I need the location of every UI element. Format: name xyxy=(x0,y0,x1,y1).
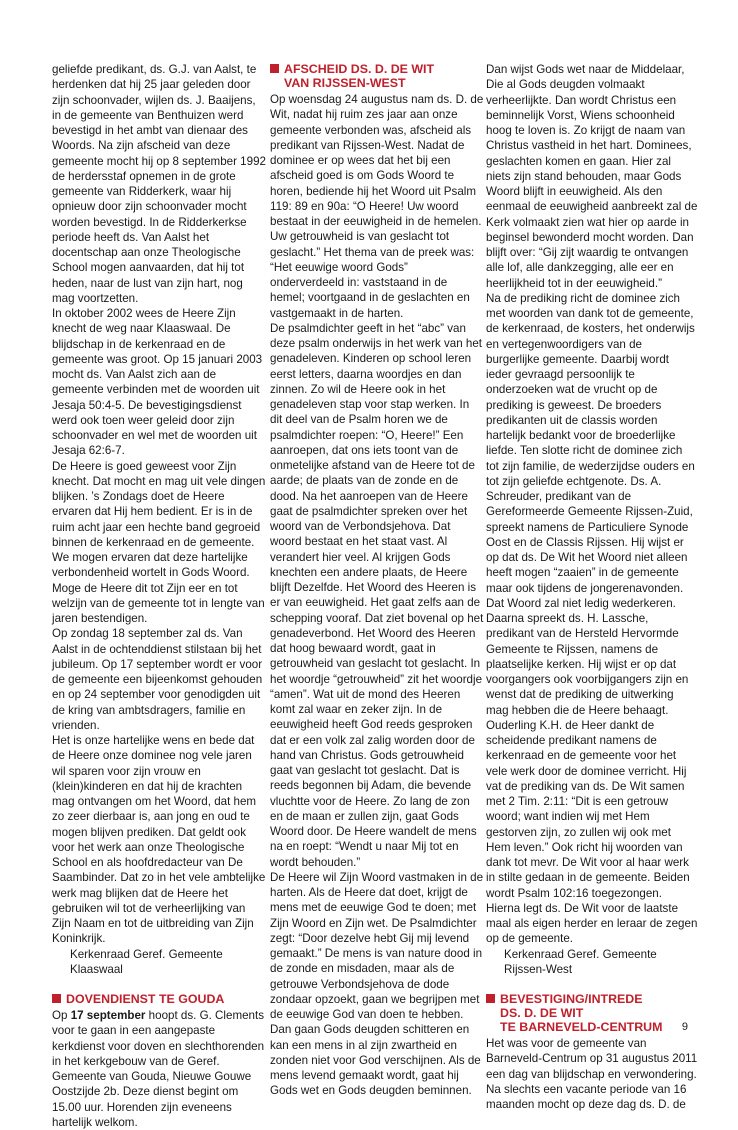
paragraph: Het was voor de gemeente van Barneveld-Centrum op 31 augustus 2011 een dag van blijdschap en verwondering. Na slechts een vacante periode van 16 maanden mocht op deze dag ds. D. de xyxy=(486,1037,698,1111)
paragraph: Dan wijst Gods wet naar de Middelaar, Die al Gods deugden volmaakt verheerlijkte. Dan wordt Christus een beminnelijk Vorst, Wiens schoonheid hoog te loven is. Zo krijgt de naam van Christus vastheid in het hart. Dominees, geslachten komen en gaan. Hier zal niets zijn stand behouden, maar Gods Woord blijft in eeuwigheid. Als den eenmaal de eeuwigheid aanbreekt zal de Kerk volmaakt zien wat hier op aarde in beginsel bewonderd mocht worden. Dan blijft over: “Gij zijt waardig te ontvangen alle lof, alle dankzegging, alle eer en heerlijkheid tot in der eeuwigheid.” xyxy=(486,63,698,290)
paragraph: Op 17 september hoopt ds. G. Clements voor te gaan in een aangepaste kerkdienst voor doven en slechthorenden in het kerkgebouw van de Geref. Gemeente van Gouda, Nieuwe Gouwe Oostzijde 2b. Deze dienst begint om 15.00 uur. Horenden zijn eveneens hartelijk welkom. xyxy=(52,1009,265,1129)
signature-line: Kerkenraad Geref. Gemeente xyxy=(504,947,657,961)
column-3 xyxy=(486,62,698,1112)
paragraph: De psalmdichter geeft in het “abc” van deze psalm onderwijs in het werk van het genadeleven. Kinderen op school leren eerst letters, daarna woordjes en dan zinnen. Zo wil de Heere ook in het genadeleven stap voor stap werken. In dit deel van de Psalm horen we de psalmdichter roepen: “O, Heere!” Een aanroepen, dat ons iets toont van de onmetelijke afstand van de Heere tot de aarde; de plaats van de zonde en de dood. Na het aanroepen van de Heere gaat de psalmdichter spreken over het woord van de Verbondsjehova. Dat woord bestaat en het staat vast. Al verandert hier veel. Al krijgen Gods knechten een andere plaats, de Heere blijft Dezelfde. Het Woord des Heeren is er van eeuwigheid. Het gaat zelfs aan de schepping vooraf. Dat ziet bovenal op het genadeverbond. Het Woord des Heeren dat hoog bewaard wordt, gaat in getrouwheid van geslacht tot geslacht. In het woordje “getrouwheid” zit het woordje “amen”. Wat uit de mond des Heeren komt zal waar en zeker zijn. In de eeuwigheid heeft God reeds gesproken dat er een volk zal zalig worden door de hand van Christus. Gods getrouwheid gaat van geslacht tot geslacht. Dat is reeds begonnen bij Adam, die bevende vluchtte voor de Heere. Zo lang de zon en de maan er zullen zijn, gaat Gods Woord door. De Heere wandelt de mens na en roept: “Wendt u naar Mij tot en wordt behouden.” xyxy=(270,321,484,869)
paragraph: De Heere is goed geweest voor Zijn knecht. Dat mocht en mag uit vele dingen blijken. ’s Zondags doet de Heere ervaren dat Hij hem bedient. Er is in de ruim acht jaar een hechte band gegroeid binnen de kerkenraad en de gemeente. We mogen ervaren dat deze hartelijke verbondenheid wortelt in Gods Woord. Moge de Heere dit tot Zijn eer en tot welzijn van de gemeente tot in lengte van jaren bestendigen. xyxy=(52,459,266,625)
signature-line: Klaaswaal xyxy=(70,962,123,976)
signature-line: Rijssen-West xyxy=(504,962,573,976)
section-heading-bevestiging: BEVESTIGING/INTREDE DS. D. DE WIT TE BARNEVELD-CENTRUM xyxy=(486,992,698,1034)
column-2 xyxy=(270,62,484,1099)
paragraph: Na de prediking richt de dominee zich met woorden van dank tot de gemeente, de kerkenraad, de kosters, het onderwijs en vertegenwoordigers van de burgerlijke gemeente. Daarbij wordt ieder gevraagd persoonlijk te onderzoeken wat de vrucht op de prediking is geweest. De broeders predikanten uit de classis worden hartelijk bedankt voor de broederlijke liefde. Ten slotte richt de dominee zich tot zijn familie, de wederzijdse ouders en tot zijn geliefde echtgenote. Ds. A. Schreuder, predikant van de Gereformeerde Gemeente Rijssen-Zuid, spreekt namens de Particuliere Synode Oost en de Classis Rijssen. Hij wijst er op dat ds. De Wit het Woord niet alleen heeft mogen “zaaien” in de gemeente maar ook tijdens de jongerenavonden. Dat Woord zal niet ledig wederkeren. xyxy=(486,291,695,610)
paragraph: Op woensdag 24 augustus nam ds. D. de Wit, nadat hij ruim zes jaar aan onze gemeente verbonden was, afscheid als predikant van Rijssen-West. Nadat de dominee er op wees dat het bij een afscheid goed is om Gods Woord te horen, bediende hij het Woord uit Psalm 119: 89 en 90a: “O Heere! Uw woord bestaat in der eeuwigheid in de hemelen. Uw getrouwheid is van geslacht tot geslacht.” Het thema van de preek was: “Het eeuwige woord Gods” onderverdeeld in: vaststaand in de hemel; voortgaand in de geslachten en vastgemaakt in de harten. xyxy=(270,93,484,320)
square-bullet-icon xyxy=(486,994,495,1003)
paragraph: geliefde predikant, ds. G.J. van Aalst, te herdenken dat hij 25 jaar geleden door zijn schoonvader, wijlen ds. J. Baaijens, in de gemeente van Benthuizen werd bevestigd in het ambt van dienaar des Woords. Na zijn afscheid van deze gemeente mocht hij op 8 september 1992 de herdersstaf opnemen in de grote gemeente van Ridderkerk, waar hij opnieuw door zijn schoonvader mocht worden bevestigd. In de Ridderkerkse periode heeft ds. Van Aalst het docentschap aan onze Theologische School mogen aanvaarden, dat hij tot heden, naar de lust van zijn hart, nog mag voortzetten. xyxy=(52,63,266,305)
signature-line: Kerkenraad Geref. Gemeente xyxy=(70,947,223,961)
paragraph: Daarna spreekt ds. H. Lassche, predikant van de Hersteld Hervormde Gemeente te Rijssen, namens de plaatselijke kerken. Hij wijst er op dat voorgangers ook voorbijgangers zijn en wenst dat de prediking de uitwerking mag hebben die de Heere behaagt. Ouderling K.H. de Heer dankt de scheidende predikant namens de kerkenraad en de gemeente voor het vele werk door de dominee verricht. Hij vat de prediking van ds. De Wit samen met 2 Tim. 2:11: “Dit is een getrouw woord; want indien wij met Hem gestorven zijn, zo zullen wij ook met Hem leven.” Ook richt hij woorden van dank tot mevr. De Wit voor al haar werk in stilte gedaan in de gemeente. Beiden wordt Psalm 102:16 toegezongen. Hierna legt ds. De Wit voor de laatste maal als eigen herder en leraar de zegen op de gemeente. xyxy=(486,612,698,946)
section-heading-dovendienst: DOVENDIENST TE GOUDA xyxy=(52,992,266,1006)
paragraph: In oktober 2002 wees de Heere Zijn knecht de weg naar Klaaswaal. De blijdschap in de kerkenraad en de gemeente was groot. Op 15 januari 2003 mocht ds. Van Aalst zich aan de gemeente verbinden met de woorden uit Jesaja 50:4-5. De bevestigingsdienst werd ook toen weer geleid door zijn schoonvader en wel met de woorden uit Jesaja 62:6-7. xyxy=(52,307,263,458)
date-emphasis: 17 september xyxy=(70,1009,146,1022)
page-number: 9 xyxy=(681,1021,688,1033)
paragraph: Op zondag 18 september zal ds. Van Aalst in de ochtenddienst stilstaan bij het jubileum. Op 17 september wordt er voor de gemeente een bijeenkomst gehouden en op 24 september voor genodigden uit de kring van ambtsdragers, familie en vrienden. xyxy=(52,627,263,732)
square-bullet-icon xyxy=(270,64,279,73)
square-bullet-icon xyxy=(52,994,61,1003)
paragraph: De Heere wil Zijn Woord vastmaken in de harten. Als de Heere dat doet, krijgt de mens met de eeuwige God te doen; met Zijn Woord en Zijn wet. De Psalmdichter zegt: “Door dezelve hebt Gij mij levend gemaakt.” De mens is van nature dood in de zonde en misdaden, maar als de getrouwe Verbondsjehova de dode zondaar opzoekt, gaan we begrijpen met de eeuwige God van doen te hebben. Dan gaan Gods deugden schitteren en kan een mens in al zijn zwartheid en zonden niet voor God verschijnen. Als de mens levend gemaakt wordt, gaat hij Gods wet en Gods deugden beminnen. xyxy=(270,870,484,1098)
section-heading-afscheid: AFSCHEID DS. D. DE WIT VAN RIJSSEN-WEST xyxy=(270,62,484,90)
column-1 xyxy=(52,62,266,1130)
paragraph: Het is onze hartelijke wens en bede dat de Heere onze dominee nog vele jaren wil sparen voor zijn vrouw en (klein)kinderen en dat hij de krachten mag ontvangen om het Woord, dat hem zo zeer dierbaar is, aan jong en oud te mogen blijven prediken. Dat geldt ook voor het werk aan onze Theologische School en als hoofdredacteur van De Saambinder. Dat zo in het vele ambtelijke werk mag blijken dat de Heere het gebruiken wil tot de verheerlijking van Zijn Naam en tot de uitbreiding van Zijn Koninkrijk. xyxy=(52,734,266,946)
